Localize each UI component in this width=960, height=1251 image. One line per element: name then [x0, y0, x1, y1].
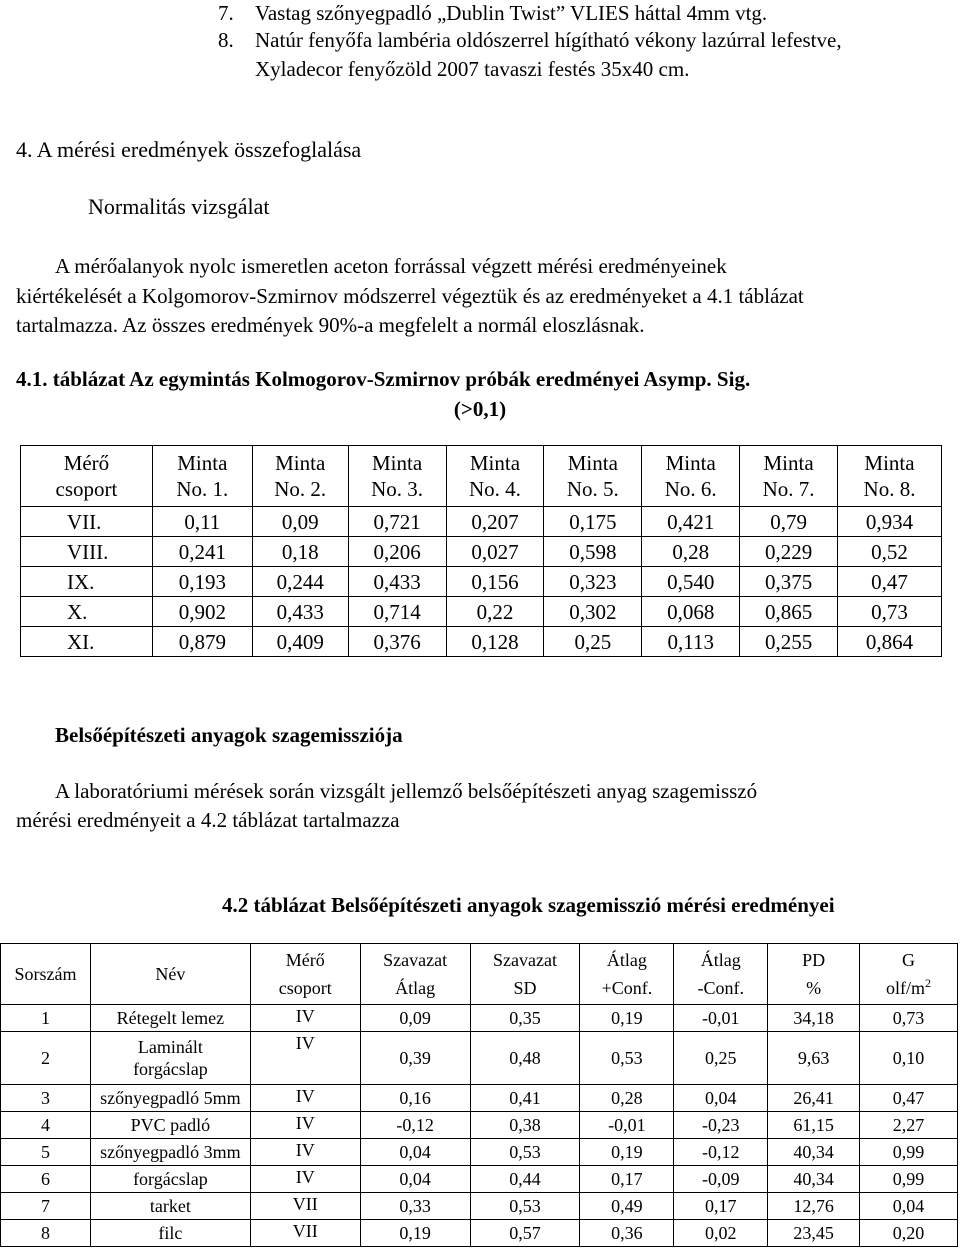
table-cell: 2,27 — [860, 1112, 958, 1139]
table-cell: 0,53 — [470, 1139, 580, 1166]
table-row — [1, 1139, 958, 1166]
table-cell: 0,113 — [642, 627, 740, 657]
table-cell: IV — [250, 1085, 360, 1112]
table-cell: -0,12 — [674, 1139, 768, 1166]
table-cell: 0,28 — [580, 1085, 674, 1112]
table-cell: 0,934 — [838, 507, 942, 537]
list-item — [0, 0, 960, 26]
column-header: Szavazat SD — [470, 944, 580, 1005]
table-cell: 0,16 — [360, 1085, 470, 1112]
table-cell: 0,206 — [348, 537, 446, 567]
table-cell: szőnyegpadló 3mm — [90, 1139, 250, 1166]
table-cell: 0,721 — [348, 507, 446, 537]
table-cell: 0,04 — [674, 1085, 768, 1112]
table-row — [1, 1193, 958, 1220]
table-cell: 0,53 — [470, 1193, 580, 1220]
table-cell: 0,156 — [446, 567, 544, 597]
table-cell: 0,99 — [860, 1139, 958, 1166]
table-cell: 0,25 — [544, 627, 642, 657]
column-header: Minta No. 4. — [446, 446, 544, 507]
table-cell: -0,01 — [580, 1112, 674, 1139]
column-header: Átlag -Conf. — [674, 944, 768, 1005]
column-header: Név — [90, 944, 250, 1005]
column-header: Szavazat Átlag — [360, 944, 470, 1005]
column-header: Mérő csoport — [21, 446, 153, 507]
table-caption-subline: (>0,1) — [453, 397, 507, 421]
table-cell: 0,17 — [580, 1166, 674, 1193]
table-row — [21, 567, 942, 597]
table-cell: 0,33 — [360, 1193, 470, 1220]
table-cell: -0,23 — [674, 1112, 768, 1139]
table-cell: 34,18 — [768, 1005, 860, 1032]
list-number: 7. — [218, 1, 234, 25]
table-cell: 0,36 — [580, 1220, 674, 1247]
odor-emission-table — [0, 943, 958, 1247]
table-cell: 0,04 — [860, 1193, 958, 1220]
group-cell: XI. — [21, 627, 153, 657]
table-cell: 0,73 — [860, 1005, 958, 1032]
list-text: Natúr fenyőfa lambéria oldószerrel hígítható vékony lazúrral lefestve, — [255, 28, 842, 52]
table-cell: 0,47 — [838, 567, 942, 597]
table-cell: 0,714 — [348, 597, 446, 627]
group-cell: IX. — [21, 567, 153, 597]
table-cell: IV — [250, 1166, 360, 1193]
table-cell: -0,09 — [674, 1166, 768, 1193]
table-row — [1, 1220, 958, 1247]
table-row — [21, 537, 942, 567]
table-cell: 40,34 — [768, 1139, 860, 1166]
list-item — [0, 27, 960, 53]
ks-results-table — [20, 445, 942, 657]
table-cell: 0,375 — [740, 567, 838, 597]
table-cell: -0,01 — [674, 1005, 768, 1032]
table-cell: 0,52 — [838, 537, 942, 567]
table-cell: 0,04 — [360, 1166, 470, 1193]
section-heading: 4. A mérési eredmények összefoglalása — [16, 137, 362, 162]
paragraph-line: A laboratóriumi mérések során vizsgált jellemző belsőépítészeti anyag szagemisszó — [55, 779, 758, 803]
table-cell: 0,19 — [580, 1005, 674, 1032]
table-cell: IV — [250, 1005, 360, 1032]
table-cell: 0,57 — [470, 1220, 580, 1247]
table-cell: 0,35 — [470, 1005, 580, 1032]
list-number: 8. — [218, 28, 234, 52]
table-cell: 0,20 — [860, 1220, 958, 1247]
table-cell: VII — [250, 1193, 360, 1220]
table-cell: 0,229 — [740, 537, 838, 567]
table-cell: 0,99 — [860, 1166, 958, 1193]
table-cell: 0,44 — [470, 1166, 580, 1193]
table-cell: 0,244 — [252, 567, 348, 597]
table-cell: 0,38 — [470, 1112, 580, 1139]
column-header: Minta No. 7. — [740, 446, 838, 507]
table-cell: 0,22 — [446, 597, 544, 627]
table-cell: forgácslap — [90, 1166, 250, 1193]
table-cell: 0,302 — [544, 597, 642, 627]
table-caption: 4.2 táblázat Belsőépítészeti anyagok szagemisszió mérési eredményei — [222, 893, 835, 917]
group-cell: VII. — [21, 507, 153, 537]
table-cell: 12,76 — [768, 1193, 860, 1220]
table-cell: tarket — [90, 1193, 250, 1220]
table-cell: 8 — [1, 1220, 91, 1247]
table-cell: 0,255 — [740, 627, 838, 657]
table-cell: 0,25 — [674, 1032, 768, 1085]
table-row — [21, 507, 942, 537]
table-cell: 0,11 — [152, 507, 252, 537]
table-cell: 0,73 — [838, 597, 942, 627]
paragraph-line: tartalmazza. Az összes eredmények 90%-a megfelelt a normál eloszlásnak. — [16, 313, 645, 337]
table-cell: szőnyegpadló 5mm — [90, 1085, 250, 1112]
table-cell: PVC padló — [90, 1112, 250, 1139]
table-row — [1, 1032, 958, 1085]
column-header: Sorszám — [1, 944, 91, 1005]
table-cell: 4 — [1, 1112, 91, 1139]
table-cell: IV — [250, 1139, 360, 1166]
table-cell: 23,45 — [768, 1220, 860, 1247]
table-cell: IV — [250, 1032, 360, 1085]
column-header: G olf/$m^2$ — [860, 944, 958, 1005]
column-header: Minta No. 3. — [348, 446, 446, 507]
table-cell: Rétegelt lemez — [90, 1005, 250, 1032]
table-cell: 0,902 — [152, 597, 252, 627]
table-cell: 3 — [1, 1085, 91, 1112]
table-cell: 9,63 — [768, 1032, 860, 1085]
group-cell: X. — [21, 597, 153, 627]
table-row — [1, 1166, 958, 1193]
table-cell: 7 — [1, 1193, 91, 1220]
table-caption: 4.1. táblázat Az egymintás Kolmogorov-Szmirnov próbák eredményei Asymp. Sig. — [16, 367, 751, 391]
table-cell: 1 — [1, 1005, 91, 1032]
table-cell: 0,175 — [544, 507, 642, 537]
table-cell: 0,09 — [252, 507, 348, 537]
table-cell: 0,41 — [470, 1085, 580, 1112]
table-cell: 0,17 — [674, 1193, 768, 1220]
table-row — [21, 627, 942, 657]
group-cell: VIII. — [21, 537, 153, 567]
table-cell: 0,48 — [470, 1032, 580, 1085]
table-cell: 0,128 — [446, 627, 544, 657]
table-cell: 0,409 — [252, 627, 348, 657]
table-cell: 0,79 — [740, 507, 838, 537]
paragraph-line: mérési eredményeit a 4.2 táblázat tartalmazza — [16, 808, 400, 832]
table-cell: 0,49 — [580, 1193, 674, 1220]
table-cell: 0,04 — [360, 1139, 470, 1166]
paragraph-line: kiértékelését a Kolgomorov-Szmirnov módszerrel végeztük és az eredményeket a 4.1 táblázat — [16, 284, 804, 308]
table-cell: 0,241 — [152, 537, 252, 567]
table-cell: 0,433 — [252, 597, 348, 627]
table-cell: 0,864 — [838, 627, 942, 657]
table-cell: 0,18 — [252, 537, 348, 567]
table-cell: 0,28 — [642, 537, 740, 567]
table-cell: 0,879 — [152, 627, 252, 657]
column-header: Minta No. 5. — [544, 446, 642, 507]
column-header: PD % — [768, 944, 860, 1005]
table-cell: 0,027 — [446, 537, 544, 567]
paragraph-line: A mérőalanyok nyolc ismeretlen aceton forrással végzett mérési eredményeinek — [55, 254, 727, 278]
table-cell: 0,10 — [860, 1032, 958, 1085]
table-cell: 61,15 — [768, 1112, 860, 1139]
table-cell: 0,433 — [348, 567, 446, 597]
table-cell: 40,34 — [768, 1166, 860, 1193]
table-cell: -0,12 — [360, 1112, 470, 1139]
table-cell: 0,598 — [544, 537, 642, 567]
table-cell: 0,39 — [360, 1032, 470, 1085]
table-cell: Laminált forgácslap — [90, 1032, 250, 1085]
table-cell: 0,53 — [580, 1032, 674, 1085]
table-cell: 6 — [1, 1166, 91, 1193]
table-row — [1, 1005, 958, 1032]
subsection-heading: Normalitás vizsgálat — [88, 194, 270, 219]
table-cell: VII — [250, 1220, 360, 1247]
table-cell: 0,09 — [360, 1005, 470, 1032]
table-row — [1, 1085, 958, 1112]
table-cell: 0,865 — [740, 597, 838, 627]
table-cell: 0,193 — [152, 567, 252, 597]
table-row — [1, 1112, 958, 1139]
table-row — [21, 597, 942, 627]
table-cell: 0,376 — [348, 627, 446, 657]
table-header-row — [21, 446, 942, 507]
list-text: Vastag szőnyegpadló „Dublin Twist” VLIES háttal 4mm vtg. — [255, 1, 768, 25]
table-cell: 0,02 — [674, 1220, 768, 1247]
column-header: Minta No. 1. — [152, 446, 252, 507]
table-cell: 2 — [1, 1032, 91, 1085]
column-header: Minta No. 2. — [252, 446, 348, 507]
table-cell: 5 — [1, 1139, 91, 1166]
table-cell: 0,540 — [642, 567, 740, 597]
table-cell: 0,207 — [446, 507, 544, 537]
table-cell: 0,421 — [642, 507, 740, 537]
column-header: Mérő csoport — [250, 944, 360, 1005]
column-header: Átlag +Conf. — [580, 944, 674, 1005]
section-heading: Belsőépítészeti anyagok szagemissziója — [55, 723, 403, 747]
table-header-row — [1, 944, 958, 1005]
table-cell: 0,068 — [642, 597, 740, 627]
column-header: Minta No. 8. — [838, 446, 942, 507]
column-header: Minta No. 6. — [642, 446, 740, 507]
list-text-continuation: Xyladecor fenyőzöld 2007 tavaszi festés 35x40 cm. — [255, 57, 690, 81]
table-cell: IV — [250, 1112, 360, 1139]
table-cell: 0,323 — [544, 567, 642, 597]
table-cell: 0,47 — [860, 1085, 958, 1112]
table-cell: 0,19 — [580, 1139, 674, 1166]
table-cell: 26,41 — [768, 1085, 860, 1112]
table-cell: 0,19 — [360, 1220, 470, 1247]
table-cell: filc — [90, 1220, 250, 1247]
